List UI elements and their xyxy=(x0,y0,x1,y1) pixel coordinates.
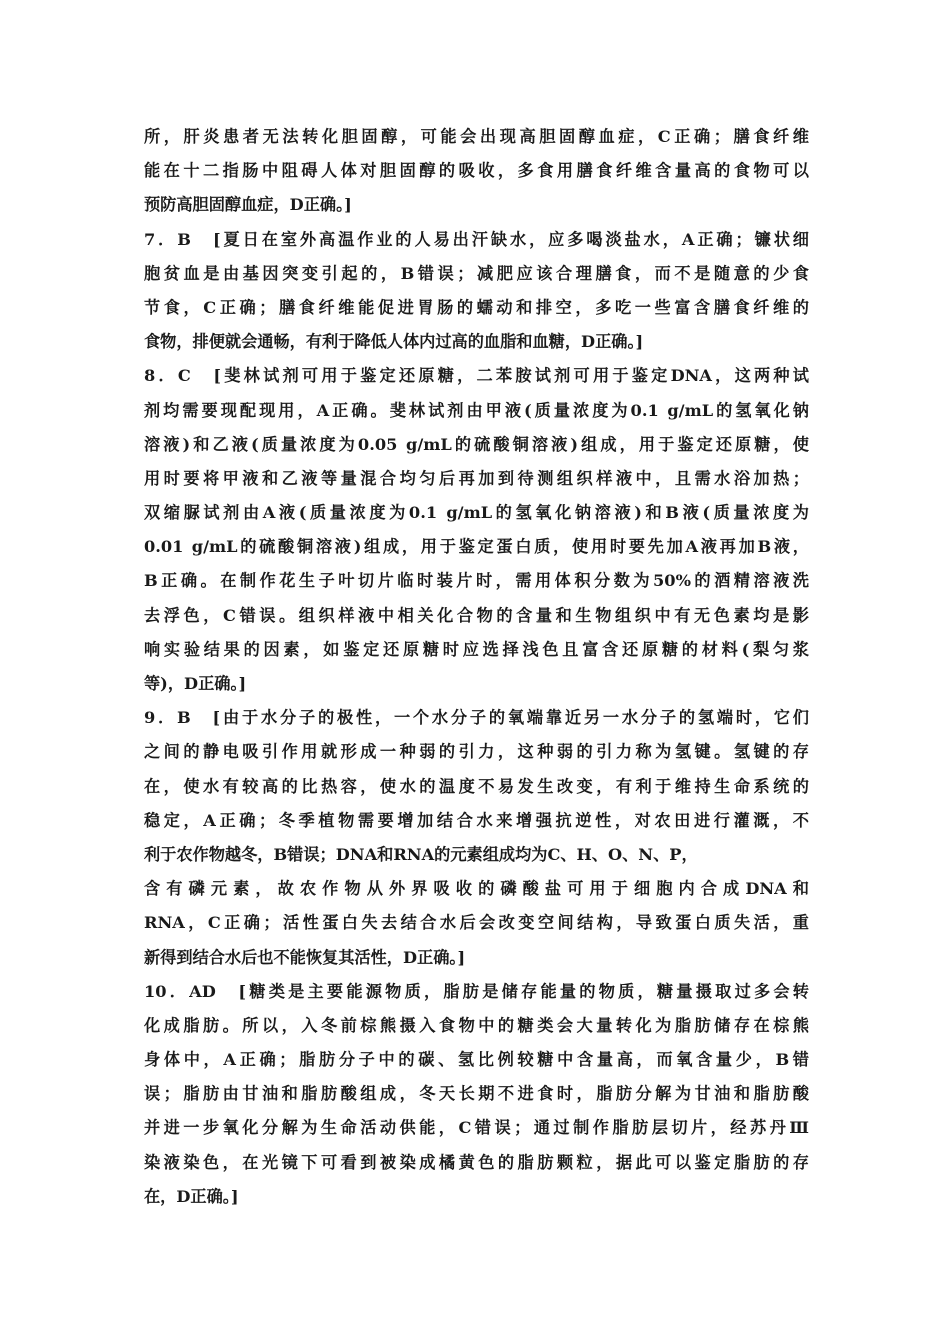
text-line: 在，D正确。] xyxy=(144,1186,239,1206)
answer-text-body xyxy=(144,120,809,1214)
text-line: 溶液)和乙液(质量浓度为0.05 g/mL的硫酸铜溶液)组成，用于鉴定还原糖，使 xyxy=(144,434,809,454)
text-line: 误；脂肪由甘油和脂肪酸组成，冬天长期不进食时，脂肪分解为甘油和脂肪酸 xyxy=(144,1084,809,1104)
text-line: 用时要将甲液和乙液等量混合均匀后再加到待测组织样液中，且需水浴加热； xyxy=(144,468,809,488)
text-line: 7．B [夏日在室外高温作业的人易出汗缺水，应多喝淡盐水，A正确；镰状细 xyxy=(144,229,809,249)
text-line: RNA，C正确；活性蛋白失去结合水后会改变空间结构，导致蛋白质失活，重 xyxy=(144,913,809,933)
text-line: 之间的静电吸引作用就形成一种弱的引力，这种弱的引力称为氢键。氢键的存 xyxy=(144,742,809,762)
text-line: 利于农作物越冬，B错误；DNA和RNA的元素组成均为C、H、O、N、P， xyxy=(144,844,698,864)
text-line: 食物，排便就会通畅，有利于降低人体内过高的血脂和血糖，D正确。] xyxy=(144,332,644,352)
text-line: B正确。在制作花生子叶切片临时装片时，需用体积分数为50%的酒精溶液洗 xyxy=(144,571,809,591)
text-line: 胞贫血是由基因突变引起的，B错误；减肥应该合理膳食，而不是随意的少食 xyxy=(144,263,809,283)
text-line: 在，使水有较高的比热容，使水的温度不易发生改变，有利于维持生命系统的 xyxy=(144,776,809,796)
text-line: 所，肝炎患者无法转化胆固醇，可能会出现高胆固醇血症，C正确；膳食纤维 xyxy=(144,127,809,146)
text-line: 节食，C正确；膳食纤维能促进胃肠的蠕动和排空，多吃一些富含膳食纤维的 xyxy=(144,297,809,317)
text-line: 能在十二指肠中阻碍人体对胆固醇的吸收，多食用膳食纤维含量高的食物可以 xyxy=(144,161,809,181)
text-line: 含有磷元素，故农作物从外界吸收的磷酸盐可用于细胞内合成DNA和 xyxy=(144,879,809,899)
text-line: 并进一步氧化分解为生命活动供能，C错误；通过制作脂肪层切片，经苏丹Ⅲ xyxy=(144,1118,809,1138)
text-line: 化成脂肪。所以，入冬前棕熊摄入食物中的糖类会大量转化为脂肪储存在棕熊 xyxy=(144,1015,809,1035)
text-line: 新得到结合水后也不能恢复其活性，D正确。] xyxy=(144,947,466,967)
text-line: 等)，D正确。] xyxy=(144,674,247,693)
text-line: 身体中，A正确；脂肪分子中的碳、氢比例较糖中含量高，而氧含量少，B错 xyxy=(144,1050,809,1070)
text-line: 双缩脲试剂由A液(质量浓度为0.1 g/mL的氢氧化钠溶液)和B液(质量浓度为 xyxy=(144,503,809,523)
text-line: 响实验结果的因素，如鉴定还原糖时应选择浅色且富含还原糖的材料(梨匀浆 xyxy=(144,639,809,659)
text-line: 稳定，A正确；冬季植物需要增加结合水来增强抗逆性，对农田进行灌溉，不 xyxy=(144,810,809,830)
text-line: 0.01 g/mL的硫酸铜溶液)组成，用于鉴定蛋白质，使用时要先加A液再加B液， xyxy=(144,537,809,557)
text-line: 预防高胆固醇血症，D正确。] xyxy=(144,195,352,215)
text-line: 8．C [斐林试剂可用于鉴定还原糖，二苯胺试剂可用于鉴定DNA，这两种试 xyxy=(144,366,809,386)
text-line: 去浮色，C错误。组织样液中相关化合物的含量和生物组织中有无色素均是影 xyxy=(144,605,809,625)
text-line: 10．AD [糖类是主要能源物质，脂肪是储存能量的物质，糖量摄取过多会转 xyxy=(144,981,809,1001)
text-line: 染液染色，在光镜下可看到被染成橘黄色的脂肪颗粒，据此可以鉴定脂肪的存 xyxy=(144,1152,809,1172)
text-line: 剂均需要现配现用，A正确。斐林试剂由甲液(质量浓度为0.1 g/mL的氢氧化钠 xyxy=(144,400,809,420)
text-line: 9．B [由于水分子的极性，一个水分子的氧端靠近另一水分子的氢端时，它们 xyxy=(144,708,809,728)
